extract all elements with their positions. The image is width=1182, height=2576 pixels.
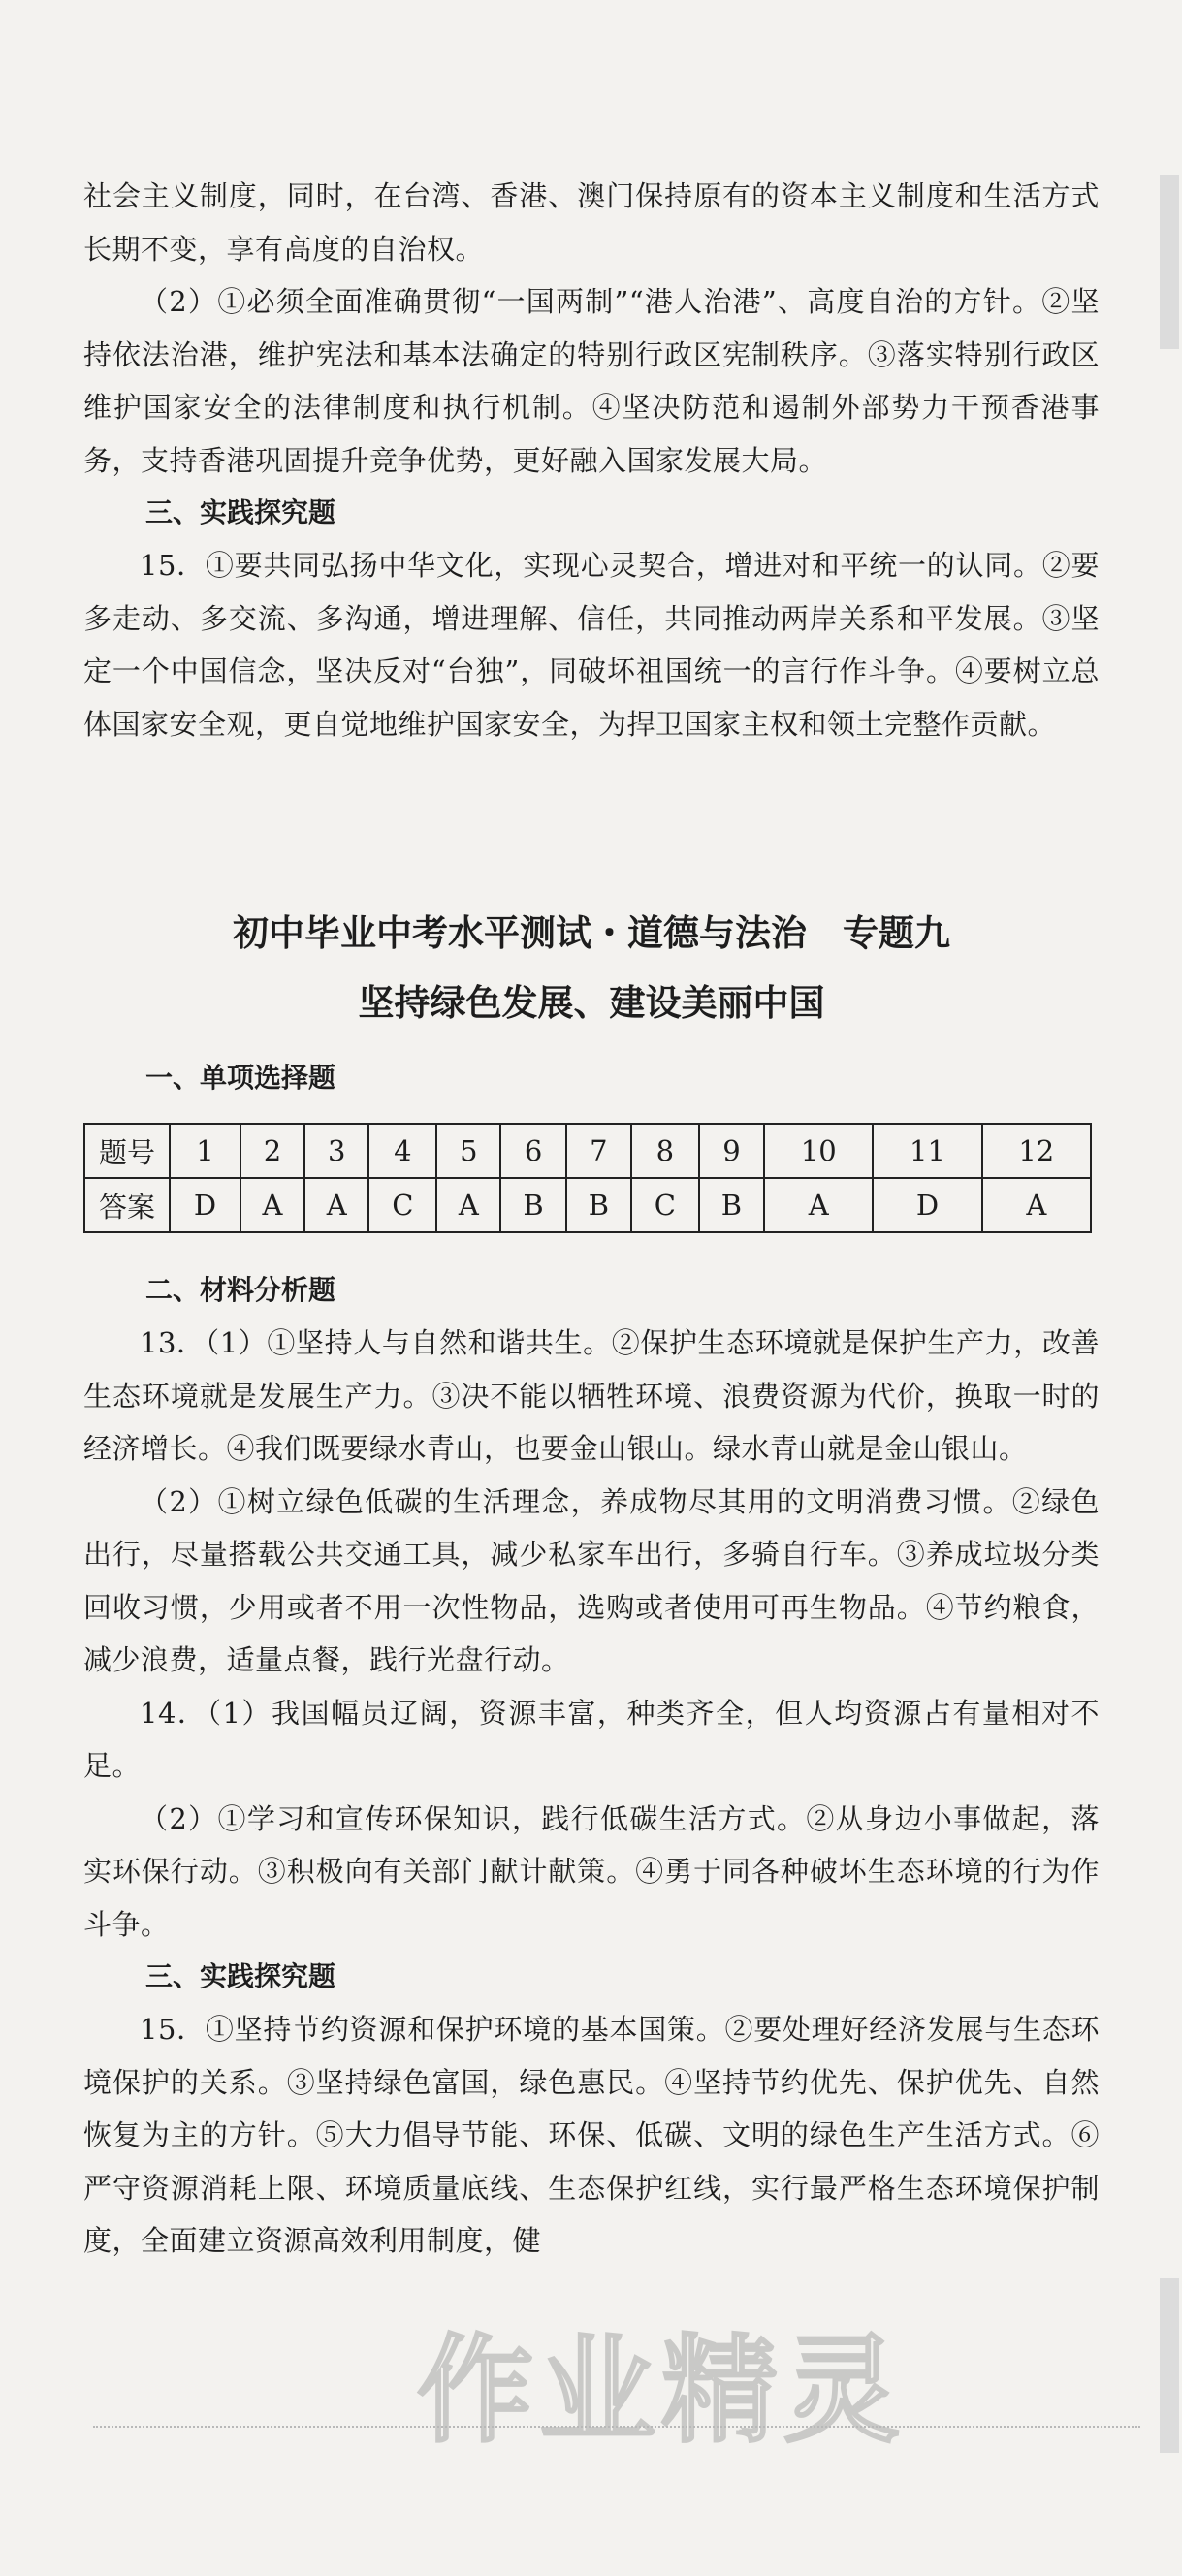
table-cell: 6: [500, 1124, 565, 1178]
table-cell: 4: [368, 1124, 436, 1178]
table-cell: B: [566, 1178, 631, 1232]
section-subtitle: 坚持绿色发展、建设美丽中国: [358, 982, 825, 1024]
table-cell: A: [436, 1178, 500, 1232]
table-cell: D: [170, 1178, 240, 1232]
table-cell: 10: [764, 1124, 873, 1178]
table-cell: B: [500, 1178, 565, 1232]
table-cell: 2: [240, 1124, 304, 1178]
question-15-answer-1: 15．①要共同弘扬中华文化，实现心灵契合，增进对和平统一的认同。②要多走动、多交流、多沟通，增进理解、信任，共同推动两岸关系和平发展。③坚定一个中国信念，坚决反对“台独”，同破坏祖国统一的言行作斗争。④要树立总体国家安全观，更自觉地维护国家安全，为捍卫国家主权和领土完整作贡献。: [83, 549, 1100, 741]
table-cell: D: [873, 1178, 981, 1232]
table-cell: C: [631, 1178, 699, 1232]
table-cell: 1: [170, 1124, 240, 1178]
bottom-dotted-divider: [93, 2426, 1140, 2428]
table-cell: A: [764, 1178, 873, 1232]
watermark-logo: 作业精灵: [417, 2324, 906, 2459]
section-title: 初中毕业中考水平测试・道德与法治 专题九: [233, 912, 950, 954]
table-cell: B: [699, 1178, 764, 1232]
table-cell: 8: [631, 1124, 699, 1178]
heading-material-analysis: 二、材料分析题: [145, 1274, 336, 1306]
table-cell: 3: [304, 1124, 368, 1178]
question-13-part-2: （2）①树立绿色低碳的生活理念，养成物尽其用的文明消费习惯。②绿色出行，尽量搭载公共交通工具，减少私家车出行，多骑自行车。③养成垃圾分类回收习惯，少用或者不用一次性物品，选购或者使用可再生物品。④节约粮食，减少浪费，适量点餐，践行光盘行动。: [83, 1484, 1100, 1676]
table-cell: 5: [436, 1124, 500, 1178]
intro-paragraph-1: 社会主义制度，同时，在台湾、香港、澳门保持原有的资本主义制度和生活方式长期不变，享有高度的自治权。: [83, 179, 1100, 266]
heading-single-block: [83, 1052, 1100, 1104]
question-13-part-1: 13．（1）①坚持人与自然和谐共生。②保护生态环境就是保护生产力，改善生态环境就是发展生产力。③决不能以牺牲环境、浪费资源为代价，换取一时的经济增长。④我们既要绿水青山，也要金山银山。绿水青山就是金山银山。: [83, 1326, 1100, 1465]
table-header-number: 题号: [84, 1124, 170, 1178]
material-block: [83, 1264, 1100, 2268]
page-edge-mark: [1160, 175, 1179, 349]
table-cell: 11: [873, 1124, 981, 1178]
table-cell: 12: [982, 1124, 1091, 1178]
question-14-part-2: （2）①学习和宣传环保知识，践行低碳生活方式。②从身边小事做起，落实环保行动。③积极向有关部门献计献策。④勇于同各种破坏生态环境的行为作斗争。: [83, 1801, 1100, 1941]
intro-paragraph-2: （2）①必须全面准确贯彻“一国两制”“港人治港”、高度自治的方针。②坚持依法治港，维护宪法和基本法确定的特别行政区宪制秩序。③落实特别行政区维护国家安全的法律制度和执行机制。④坚决防范和遏制外部势力干预香港事务，支持香港巩固提升竞争优势，更好融入国家发展大局。: [83, 285, 1100, 477]
table-cell: A: [982, 1178, 1091, 1232]
heading-single-choice: 一、单项选择题: [145, 1062, 336, 1094]
table-header-answer: 答案: [84, 1178, 170, 1232]
answer-table: [83, 1123, 1092, 1233]
question-15-answer-2: 15．①坚持节约资源和保护环境的基本国策。②要处理好经济发展与生态环境保护的关系。③坚持绿色富国，绿色惠民。④坚持节约优先、保护优先、自然恢复为主的方针。⑤大力倡导节能、环保、低碳、文明的绿色生产生活方式。⑥严守资源消耗上限、环境质量底线、生态保护红线，实行最严格生态环境保护制度，全面建立资源高效利用制度，健: [83, 2013, 1100, 2257]
page-edge-mark: [1160, 2278, 1179, 2453]
table-cell: 9: [699, 1124, 764, 1178]
heading-practice-2: 三、实践探究题: [145, 1960, 336, 1992]
table-row-numbers: [84, 1124, 1091, 1178]
heading-practice-1: 三、实践探究题: [145, 496, 336, 528]
intro-block: [83, 170, 1100, 750]
table-cell: 7: [566, 1124, 631, 1178]
question-14-part-1: 14．（1）我国幅员辽阔，资源丰富，种类齐全，但人均资源占有量相对不足。: [83, 1696, 1100, 1782]
table-cell: A: [240, 1178, 304, 1232]
table-cell: C: [368, 1178, 436, 1232]
table-cell: A: [304, 1178, 368, 1232]
table-row-answers: [84, 1178, 1091, 1232]
